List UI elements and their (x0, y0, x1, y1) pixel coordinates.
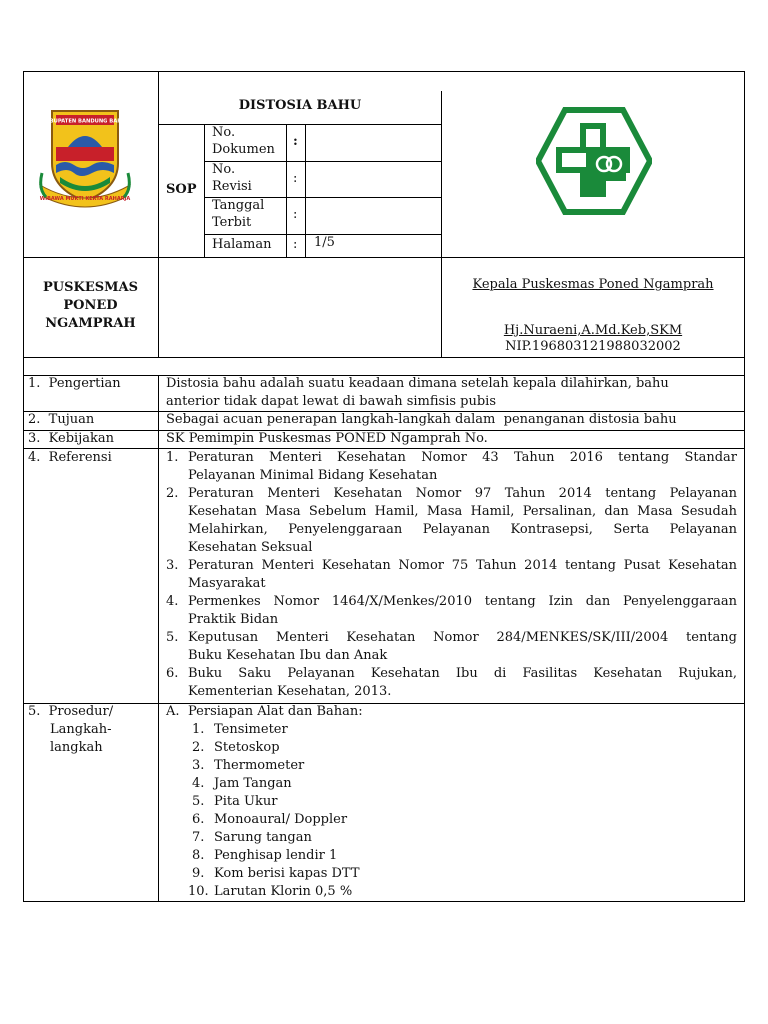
no-revisi-label: No. Revisi (212, 162, 252, 194)
kabupaten-bandung-barat-logo (38, 103, 132, 213)
halaman-value: 1/5 (314, 235, 335, 250)
puskesmas-logo (536, 107, 652, 215)
no-dokumen-label: No. Dokumen (212, 125, 275, 157)
organization-name: PUSKESMAS PONED NGAMPRAH (43, 280, 138, 331)
referensi-label: 4. Referensi (28, 450, 112, 465)
prosedur-sub-title: Persiapan Alat dan Bahan: (188, 704, 363, 719)
head-nip: NIP.196803121988032002 (505, 339, 681, 354)
no-revisi-colon: : (293, 171, 298, 186)
tanggal-terbit-label: Tanggal Terbit (212, 198, 265, 230)
head-title: Kepala Puskesmas Poned Ngamprah (472, 277, 714, 292)
no-dokumen-colon: : (293, 134, 298, 149)
prosedur-sub-letter: A. (166, 704, 180, 719)
svg-text:WIBAWA MUKTI KERTA RAHARJA: WIBAWA MUKTI KERTA RAHARJA (39, 196, 131, 202)
kebijakan-label: 3. Kebijakan (28, 431, 114, 446)
tujuan-label: 2. Tujuan (28, 412, 95, 427)
tujuan-text: Sebagai acuan penerapan langkah-langkah dalam penanganan distosia bahu (166, 412, 677, 427)
pengertian-label: 1. Pengertian (28, 376, 121, 391)
tanggal-terbit-colon: : (293, 207, 298, 222)
svg-text:KABUPATEN BANDUNG BARAT: KABUPATEN BANDUNG BARAT (41, 118, 129, 125)
document-title: DISTOSIA BAHU (238, 98, 362, 113)
kebijakan-text: SK Pemimpin Puskesmas PONED Ngamprah No. (166, 431, 488, 446)
pengertian-text: Distosia bahu adalah suatu keadaan dimana setelah kepala dilahirkan, bahu anterior tidak dapat lewat di bawah simfisis pubis (166, 376, 669, 409)
sop-label: SOP (166, 182, 197, 197)
halaman-colon: : (293, 237, 298, 252)
halaman-label: Halaman (212, 237, 272, 252)
prosedur-label: 5. Prosedur/ Langkah- langkah (28, 704, 114, 755)
head-name: Hj.Nuraeni,A.Md.Keb,SKM (503, 323, 683, 338)
